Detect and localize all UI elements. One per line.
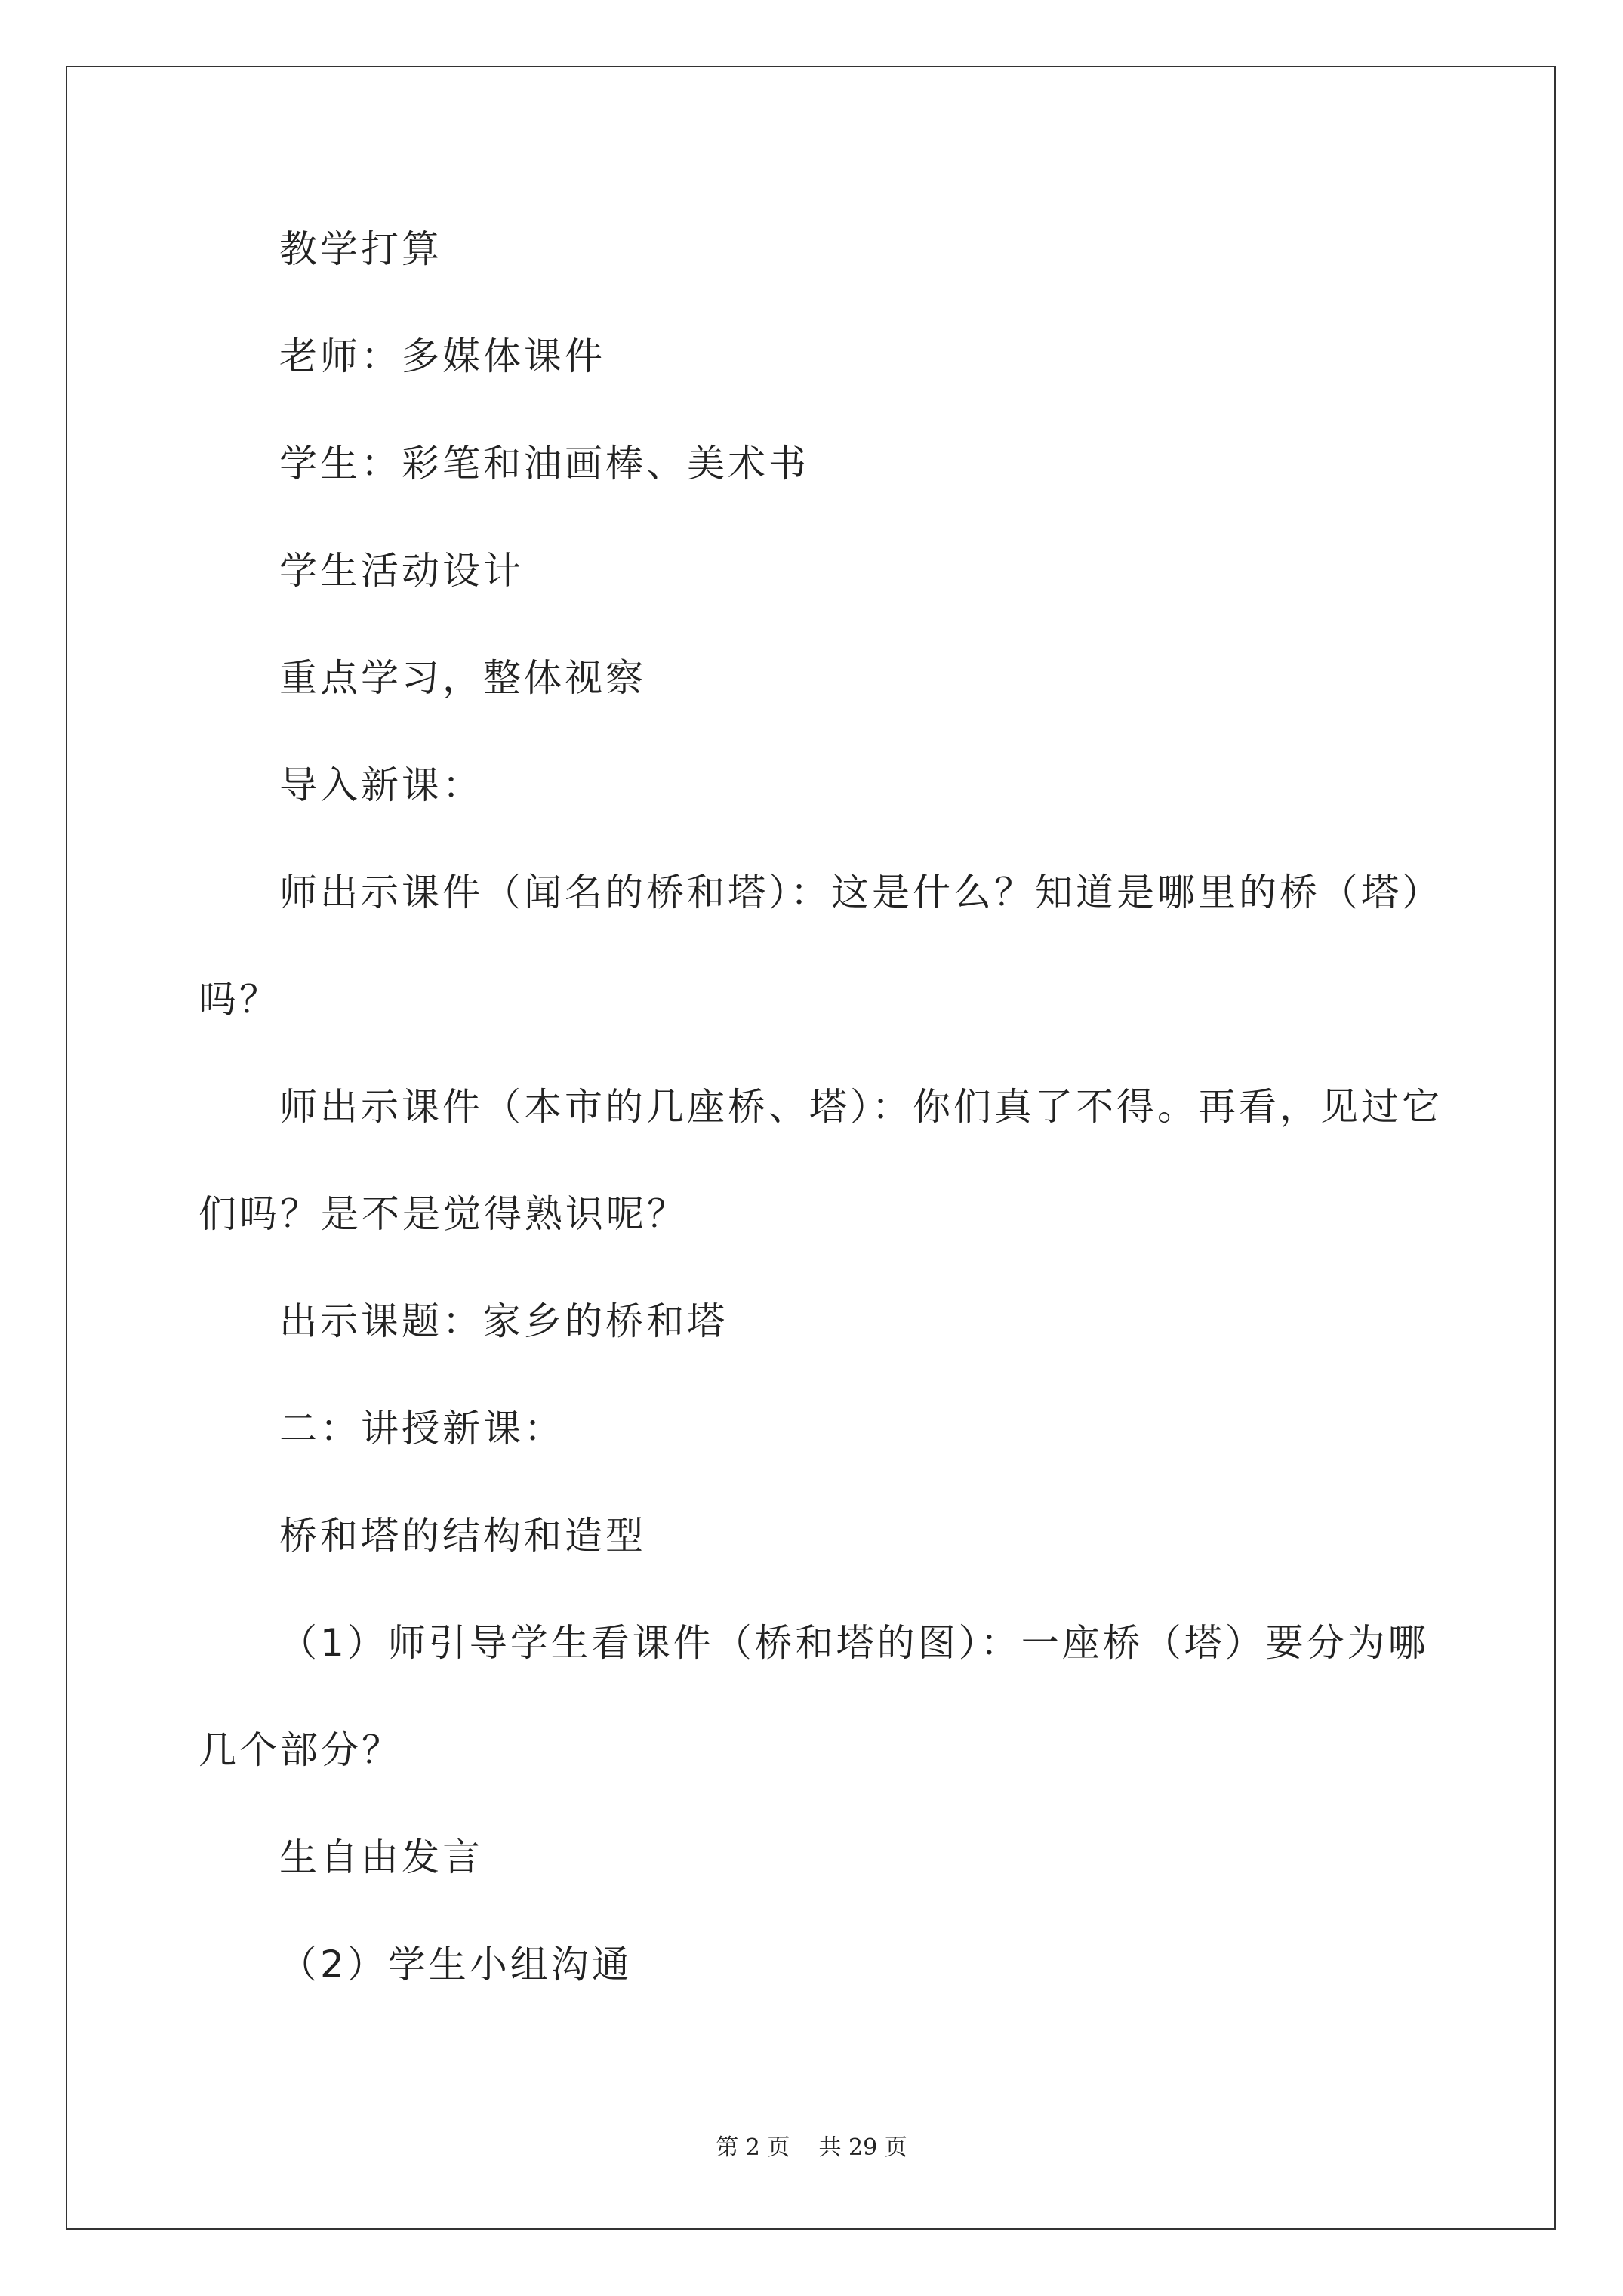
text-line: （1）师引导学生看课件（桥和塔的图）：一座桥（塔）要分为哪: [279, 1621, 1429, 1665]
text-line: 生自由发言: [279, 1835, 483, 1879]
text-line: 学生活动设计: [279, 549, 524, 593]
text-line: 重点学习，整体视察: [279, 656, 646, 700]
text-line: 导入新课：: [279, 763, 483, 807]
text-line: 学生：彩笔和油画棒、美术书: [279, 442, 809, 485]
text-line: 师出示课件（本市的几座桥、塔）：你们真了不得。再看，见过它: [279, 1085, 1443, 1129]
page-number-footer: 第 2 页 共 29 页: [716, 2134, 907, 2161]
text-line: 吗？: [199, 978, 280, 1022]
text-line: 桥和塔的结构和造型: [279, 1514, 646, 1558]
text-line: 几个部分？: [199, 1728, 402, 1772]
text-line: 们吗？是不是觉得熟识呢？: [199, 1192, 688, 1236]
text-line: 老师：多媒体课件: [279, 334, 605, 378]
page-frame: [66, 66, 1556, 2230]
text-line: （2）学生小组沟通: [279, 1943, 633, 1986]
text-line: 出示课题：家乡的桥和塔: [279, 1299, 728, 1343]
text-line: 二：讲授新课：: [279, 1407, 565, 1450]
text-line: 教学打算: [279, 227, 442, 271]
text-line: 师出示课件（闻名的桥和塔）：这是什么？知道是哪里的桥（塔）: [279, 871, 1443, 914]
